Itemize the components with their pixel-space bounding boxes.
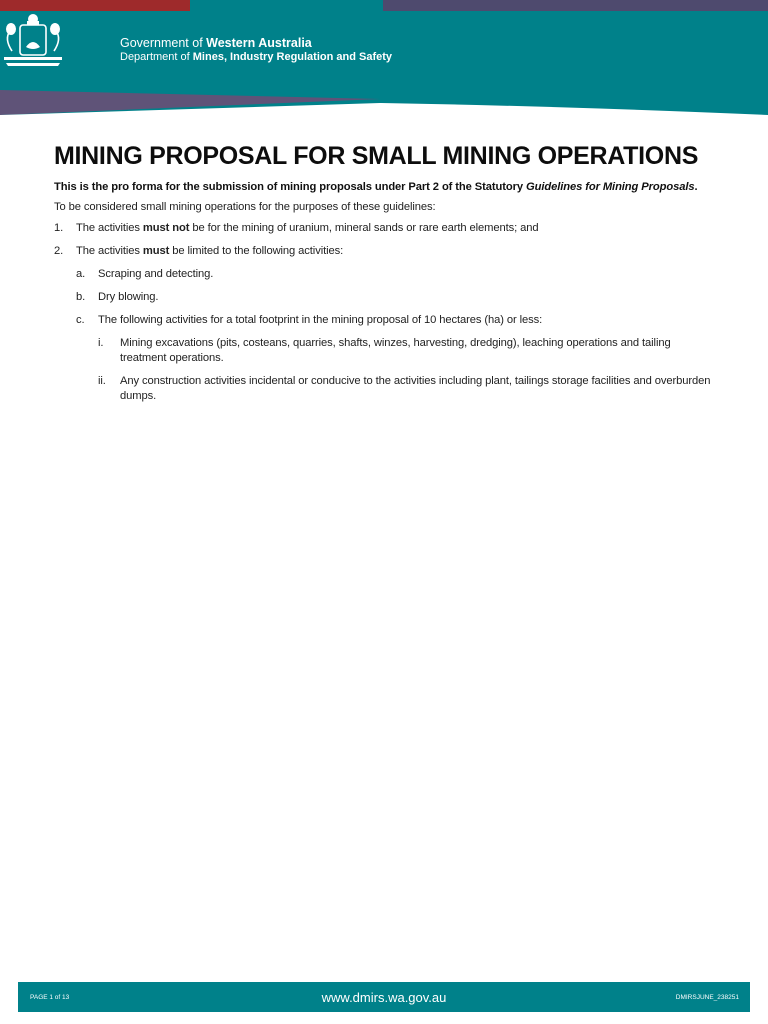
list-item-text: be limited to the following activities: [169, 245, 344, 257]
top-bar-red-segment [0, 0, 190, 11]
list-item-text: be for the mining of uranium, mineral sands or rare earth elements; and [189, 222, 539, 234]
sub-sub-list-item-text: Any construction activities incidental or conducive to the activities including plant, tailings storage facilities and overburden dumps. [120, 375, 711, 402]
sub-list-item [54, 290, 714, 305]
sub-list-item-text: Scraping and detecting. [98, 268, 214, 280]
lead-italic-title: Guidelines for Mining Proposals [526, 181, 695, 193]
list-marker: ii. [98, 375, 106, 387]
sub-sub-list-item [54, 374, 714, 404]
sub-list-item-text: Dry blowing. [98, 291, 159, 303]
department-name: Mines, Industry Regulation and Safety [192, 51, 393, 63]
list-item-text: The activities [76, 222, 143, 234]
lead-paragraph [54, 181, 714, 193]
wa-crest-logo [0, 11, 66, 71]
page-footer [18, 982, 750, 1012]
website-link[interactable]: www.dmirs.wa.gov.au [321, 990, 447, 1005]
top-bar-purple-segment [383, 0, 768, 11]
sub-list-item [54, 313, 714, 328]
list-item [54, 221, 714, 236]
list-marker: c. [76, 314, 85, 326]
list-marker: a. [76, 268, 86, 280]
list-item-emphasis: must not [142, 222, 190, 234]
government-prefix: Government of [120, 36, 207, 50]
lead-end: . [694, 181, 698, 193]
list-marker: 1. [54, 222, 64, 234]
sub-sub-list-item-text: Mining excavations (pits, costeans, quarries, shafts, winzes, harvesting, dredging), leaching operations and tailing treatment operations. [120, 337, 671, 364]
page-header [0, 11, 768, 121]
document-body [54, 142, 714, 412]
list-item-emphasis: must [142, 245, 170, 257]
list-item-text: The activities [76, 245, 143, 257]
header-banner [0, 11, 768, 121]
list-item [54, 244, 714, 259]
document-title: MINING PROPOSAL FOR SMALL MINING OPERATIONS [54, 142, 699, 170]
page-number: PAGE 1 of 13 [30, 994, 70, 1001]
list-marker: b. [76, 291, 86, 303]
government-branding [120, 36, 392, 64]
lead-text: This is the pro forma for the submission of mining proposals under Part 2 of the Statutory [54, 181, 527, 193]
sub-list-item-text: The following activities for a total footprint in the mining proposal of 10 hectares (ha) or less: [98, 314, 543, 326]
top-bar-teal-segment [190, 0, 383, 11]
government-name: Western Australia [206, 36, 312, 50]
sub-list-item [54, 267, 714, 282]
department-prefix: Department of [120, 51, 193, 63]
intro-paragraph: To be considered small mining operations for the purposes of these guidelines: [54, 201, 436, 213]
sub-sub-list-item [54, 336, 714, 366]
list-marker: 2. [54, 245, 64, 257]
top-color-bar [0, 0, 768, 11]
list-marker: i. [98, 337, 104, 349]
document-code: DMIRSJUNE_238251 [675, 994, 739, 1001]
